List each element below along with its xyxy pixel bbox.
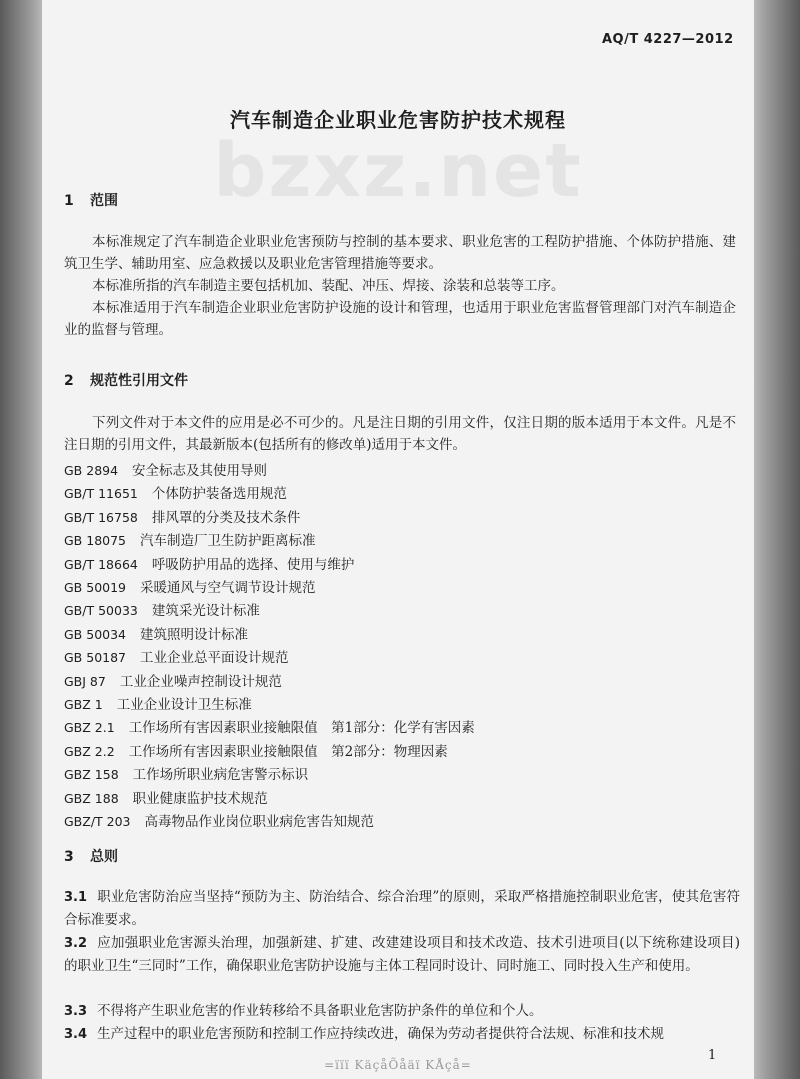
section-number: 3 [64, 849, 74, 865]
section-number: 1 [64, 193, 74, 209]
reference-item [64, 576, 316, 596]
reference-title: 工作场所有害因素职业接触限值 第2部分：物理因素 [128, 744, 448, 760]
section-1-paragraph: 本标准所指的汽车制造主要包括机加、装配、冲压、焊接、涂装和总装等工序。 [92, 278, 565, 294]
section-title: 范围 [90, 193, 118, 209]
reference-item [64, 740, 448, 760]
reference-title: 建筑照明设计标准 [140, 627, 248, 643]
clause-text: 不得将产生职业危害的作业转移给不具备职业危害防护条件的单位和个人。 [97, 1003, 543, 1019]
reference-item [64, 459, 267, 479]
reference-title: 个体防护装备选用规范 [151, 486, 287, 502]
reference-title: 建筑采光设计标准 [151, 603, 260, 619]
reference-code: GBZ 1 [64, 697, 103, 712]
section-1-heading [64, 190, 118, 210]
clause [64, 932, 740, 977]
section-1-paragraph: 本标准适用于汽车制造企业职业危害防护设施的设计和管理，也适用于职业危害监督管理部门对汽车制造企业的监督与管理。 [64, 300, 736, 338]
reference-item [64, 553, 354, 573]
reference-item [64, 506, 300, 526]
section-2-heading [64, 370, 188, 390]
reference-item [64, 482, 287, 502]
standard-code: AQ/T 4227—2012 [602, 32, 734, 47]
clause [64, 1000, 740, 1023]
section-title: 总则 [90, 849, 118, 865]
reference-item [64, 646, 289, 666]
reference-code: GBZ 2.1 [64, 720, 115, 735]
clause [64, 886, 740, 931]
reference-item [64, 810, 374, 830]
section-title: 规范性引用文件 [90, 373, 188, 389]
reference-title: 呼吸防护用品的选择、使用与维护 [151, 557, 355, 573]
reference-code: GB/T 16758 [64, 510, 138, 525]
reference-title: 安全标志及其使用导则 [132, 463, 268, 479]
reference-item [64, 716, 475, 736]
clause-number: 3.3 [64, 1004, 88, 1019]
reference-item [64, 670, 282, 690]
reference-code: GB 50019 [64, 580, 126, 595]
reference-code: GB/T 50033 [64, 603, 138, 618]
reference-code: GB 50187 [64, 650, 126, 665]
reference-code: GB 2894 [64, 463, 119, 478]
reference-title: 汽车制造厂卫生防护距离标准 [140, 533, 316, 549]
document-page [42, 0, 754, 1079]
section-1-paragraph: 本标准规定了汽车制造企业职业危害预防与控制的基本要求、职业危害的工程防护措施、个体防护措施、建筑卫生学、辅助用室、应急救援以及职业危害管理措施等要求。 [64, 234, 736, 272]
watermark: bzxz.net [213, 128, 583, 214]
reference-code: GB/T 11651 [64, 486, 138, 501]
reference-item [64, 787, 268, 807]
reference-title: 工业企业设计卫生标准 [116, 697, 252, 713]
section-2-intro: 下列文件对于本文件的应用是必不可少的。凡是注日期的引用文件，仅注日期的版本适用于本文件。凡是不注日期的引用文件，其最新版本(包括所有的修改单)适用于本文件。 [64, 415, 736, 453]
reference-code: GBZ 158 [64, 767, 119, 782]
page-number: 1 [708, 1048, 717, 1063]
reference-title: 工业企业噪声控制设计规范 [119, 674, 282, 690]
reference-title: 工作场所职业病危害警示标识 [132, 767, 309, 783]
reference-code: GBZ/T 203 [64, 814, 131, 829]
reference-code: GB 50034 [64, 627, 126, 642]
reference-title: 高毒物品作业岗位职业病危害告知规范 [144, 814, 375, 830]
reference-item [64, 599, 260, 619]
clause-text: 应加强职业危害源头治理，加强新建、扩建、改建建设项目和技术改造、技术引进项目(以下统称建设项目)的职业卫生“三同时”工作，确保职业危害防护设施与主体工程同时设计、同时施工、同时投入生产和使用。 [64, 935, 740, 974]
reference-code: GB/T 18664 [64, 557, 138, 572]
section-number: 2 [64, 373, 74, 389]
section-3-heading [64, 846, 118, 866]
reference-code: GB 18075 [64, 533, 126, 548]
reference-title: 工作场所有害因素职业接触限值 第1部分：化学有害因素 [128, 720, 475, 736]
reference-title: 排风罩的分类及技术条件 [151, 510, 301, 526]
clause [64, 1023, 740, 1045]
reference-item [64, 693, 252, 713]
clause-text: 生产过程中的职业危害预防和控制工作应持续改进，确保为劳动者提供符合法规、标准和技术规 [97, 1026, 665, 1042]
reference-title: 职业健康监护技术规范 [132, 791, 268, 807]
reference-item [64, 623, 248, 643]
reference-code: GBZ 2.2 [64, 744, 115, 759]
clause-text: 职业危害防治应当坚持“预防为主、防治结合、综合治理”的原则，采取严格措施控制职业危害，使其危害符合标准要求。 [64, 889, 740, 928]
clause-number: 3.1 [64, 890, 88, 905]
reference-item [64, 763, 308, 783]
footer-watermark: =ïïï KäçåÕåäï KÅçå= [324, 1058, 472, 1072]
clause-number: 3.2 [64, 936, 88, 951]
clause-number: 3.4 [64, 1027, 88, 1042]
reference-code: GBJ 87 [64, 674, 106, 689]
reference-code: GBZ 188 [64, 791, 119, 806]
reference-item [64, 529, 316, 549]
document-title: 汽车制造企业职业危害防护技术规程 [230, 108, 566, 132]
reference-title: 工业企业总平面设计规范 [140, 650, 289, 666]
reference-title: 采暖通风与空气调节设计规范 [140, 580, 316, 596]
